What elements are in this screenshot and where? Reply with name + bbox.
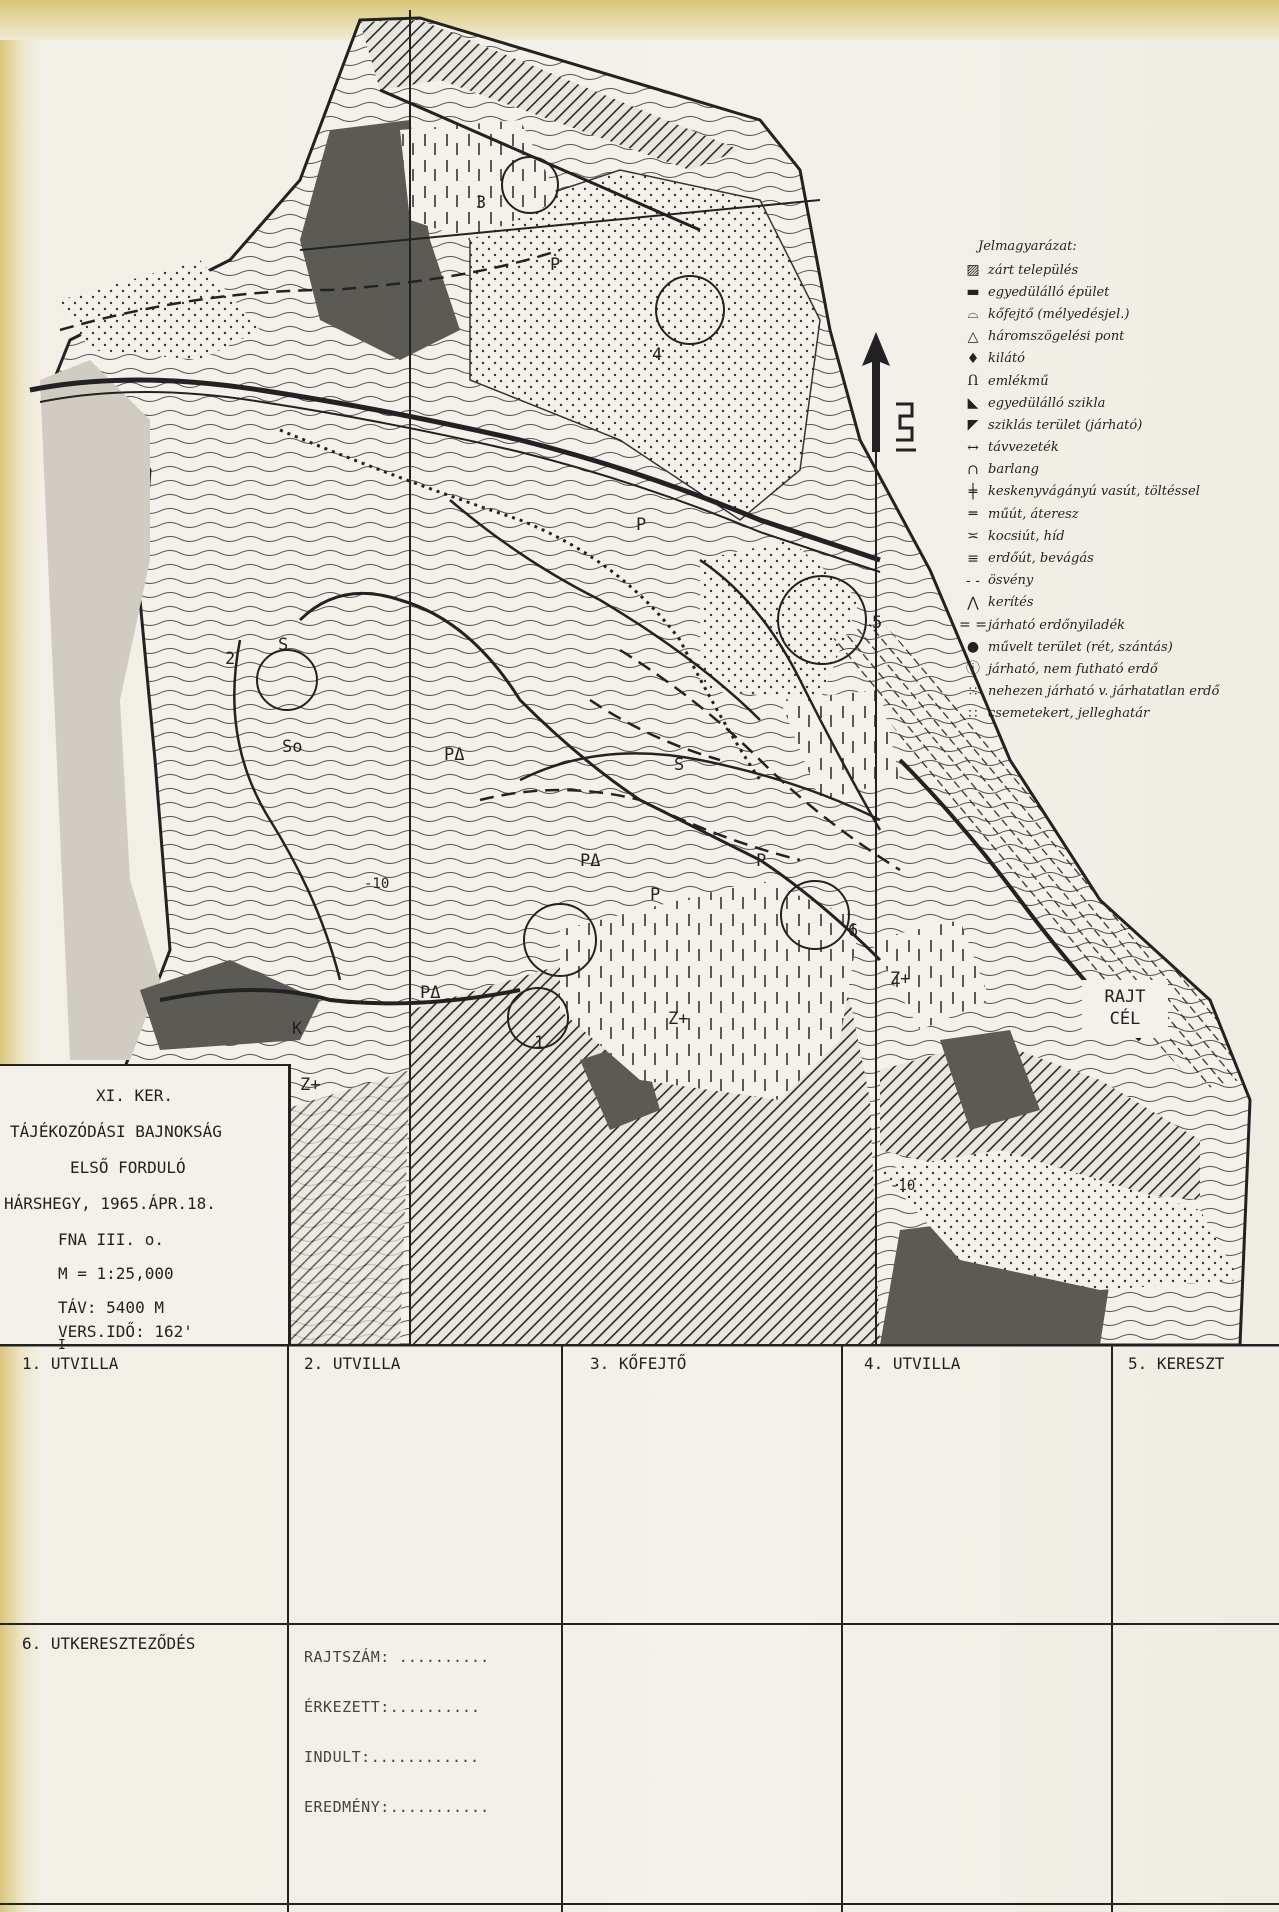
forest-icon: ⓘ [966, 661, 980, 678]
scale: M = 1:25,000 [58, 1264, 174, 1283]
ride-icon: = = [959, 617, 987, 634]
bridge-icon: ≍ [967, 528, 979, 545]
black-rectangle-icon: ▬ [966, 284, 980, 301]
legend-item-label: nehezen járható v. járhatatlan erdő [988, 684, 1220, 700]
north-arrow-icon [862, 332, 890, 452]
map-label-s: S [674, 755, 685, 775]
legend-item-label: járható, nem futható erdő [988, 661, 1158, 677]
legend-item-label: műút, áteresz [988, 506, 1079, 522]
start-number-field[interactable] [304, 1648, 489, 1666]
control-number-5: 5 [872, 613, 883, 633]
map-label-pd: PΔ [580, 851, 601, 871]
control-number-1: 1 [534, 1033, 545, 1053]
arrived-label: ÉRKEZETT: [304, 1698, 390, 1716]
legend-item [958, 370, 1158, 392]
map-label-zt: Z+ [890, 969, 911, 989]
power-line-icon: ↔ [967, 439, 979, 456]
hatched-box-icon: ▨ [966, 262, 980, 279]
legend-item [958, 414, 1158, 436]
place-date: HÁRSHEGY, 1965.ÁPR.18. [4, 1194, 216, 1213]
legend-item [958, 303, 1158, 325]
time-limit: VERS.IDŐ: 162' [58, 1322, 193, 1341]
legend-item [958, 658, 1158, 680]
control-6-label: 6. UTKERESZTEZŐDÉS [22, 1634, 196, 1653]
cultivated-area [40, 360, 160, 1060]
road-icon: ═ [968, 506, 978, 523]
control-1-label: 1. UTVILLA [22, 1354, 119, 1373]
legend-item-label: kilátó [988, 351, 1025, 367]
legend-item [958, 636, 1173, 658]
legend-item [958, 437, 1158, 459]
legend-item [958, 703, 1158, 725]
start-label: RAJT [1104, 987, 1146, 1007]
map-label-pd: PΔ [420, 983, 441, 1003]
event-title: TÁJÉKOZÓDÁSI BAJNOKSÁG [10, 1122, 222, 1141]
legend-item-label: egyedülálló épület [988, 284, 1110, 300]
lookout-icon: ♦ [966, 350, 980, 367]
finish-label: CÉL [1109, 1009, 1141, 1029]
departed-label: INDULT: [304, 1748, 371, 1766]
cultivated-icon: ● [966, 639, 980, 656]
competition-info [0, 1064, 291, 1353]
legend-item-label: zárt település [988, 262, 1079, 278]
legend-item [958, 525, 1158, 547]
legend-item [958, 592, 1158, 614]
legend-item-label: barlang [988, 462, 1039, 478]
result-label: EREDMÉNY: [304, 1798, 390, 1816]
triangle-icon: △ [967, 328, 979, 345]
quarry-icon: ⌓ [967, 306, 979, 323]
map-label-k: K [292, 1019, 303, 1039]
legend-item [958, 392, 1158, 414]
legend-item [958, 481, 1200, 503]
legend-item [958, 326, 1158, 348]
start-finish-label [1082, 980, 1168, 1038]
distance: TÁV: 5400 M [58, 1298, 164, 1317]
legend-item-label: távvezeték [988, 440, 1059, 456]
legend-item-label: ösvény [988, 573, 1034, 589]
control-number-6: 6 [848, 921, 859, 941]
map-label-p: P [550, 255, 561, 275]
control-2-label: 2. UTVILLA [304, 1354, 401, 1373]
monument-icon: Ո [967, 373, 979, 390]
control-card-grid [0, 1344, 1279, 1912]
control-5-label: 5. KERESZT [1128, 1354, 1225, 1373]
legend-item [958, 614, 1158, 636]
map-label-p: P [636, 515, 647, 535]
legend-item-label: keskenyvágányú vasút, töltéssel [988, 484, 1200, 500]
legend-item-label: egyedülálló szikla [988, 395, 1106, 411]
legend-item [958, 570, 1158, 592]
legend-item-label: kerítés [988, 595, 1034, 611]
result-field[interactable] [304, 1798, 489, 1816]
control-4-label: 4. UTVILLA [864, 1354, 961, 1373]
control-number-3: 3 [476, 193, 487, 213]
map-label-s: S [278, 635, 289, 655]
map-label-p: P [756, 851, 767, 871]
legend-item-label: háromszögelési pont [988, 329, 1125, 345]
railway-icon: ╪ [968, 483, 978, 500]
legend-item-label: kőfejtő (mélyedésjel.) [988, 306, 1130, 322]
legend-item [958, 281, 1158, 303]
map-label-zt: Z+ [300, 1075, 321, 1095]
start-number-label: RAJTSZÁM: [304, 1648, 390, 1666]
dense-forest-icon: ⁙ [967, 683, 979, 700]
control-3-label: 3. KŐFEJTŐ [590, 1354, 687, 1373]
orchard-icon: ∷ [968, 705, 978, 722]
fence-icon: ⋀ [967, 594, 979, 611]
legend-item-label: sziklás terület (járható) [988, 417, 1143, 433]
legend-item-label: erdőút, bevágás [988, 551, 1094, 567]
district: XI. KER. [96, 1086, 174, 1105]
control-number-4: 4 [652, 345, 663, 365]
rock-icon: ◣ [967, 395, 979, 412]
legend-item [958, 259, 1158, 281]
legend-item-label: művelt terület (rét, szántás) [988, 639, 1173, 655]
fill-line: .......... [389, 1698, 481, 1716]
rocky-area-icon: ◤ [967, 417, 979, 434]
legend-item [958, 547, 1158, 569]
control-number-2: 2 [225, 649, 236, 669]
fill-line: .......... [389, 1648, 490, 1666]
info-extra: I [58, 1338, 66, 1353]
legend-item [958, 459, 1158, 481]
map-label-minus10: -10 [364, 876, 390, 892]
round: ELSŐ FORDULÓ [70, 1158, 186, 1177]
map-label-minus10: -10 [890, 1178, 916, 1194]
path-icon: - - [966, 572, 980, 589]
legend-item [958, 348, 1158, 370]
cave-icon: ∩ [967, 461, 979, 478]
legend-item-label: csemetekert, jelleghatár [988, 706, 1150, 722]
map-label-pd: PΔ [444, 745, 465, 765]
fill-line: ............ [370, 1748, 480, 1766]
cutting-icon: ≡ [967, 550, 979, 567]
category: FNA III. o. [58, 1230, 164, 1249]
map-legend [958, 239, 1220, 725]
arrived-field[interactable] [304, 1698, 480, 1716]
map-label-p: P [650, 885, 661, 905]
legend-item-label: kocsiút, híd [988, 528, 1065, 544]
map-label-zt: Z+ [668, 1009, 689, 1029]
legend-item [958, 681, 1220, 703]
map-label-so: So [282, 737, 303, 757]
legend-item-label: emlékmű [988, 373, 1049, 389]
legend-item [958, 503, 1158, 525]
legend-item-label: járható erdőnyiladék [988, 617, 1126, 633]
magnetic-north-icon [892, 400, 920, 454]
legend-title: Jelmagyarázat: [978, 239, 1077, 254]
fill-line: ........... [389, 1798, 490, 1816]
departed-field[interactable] [304, 1748, 479, 1766]
